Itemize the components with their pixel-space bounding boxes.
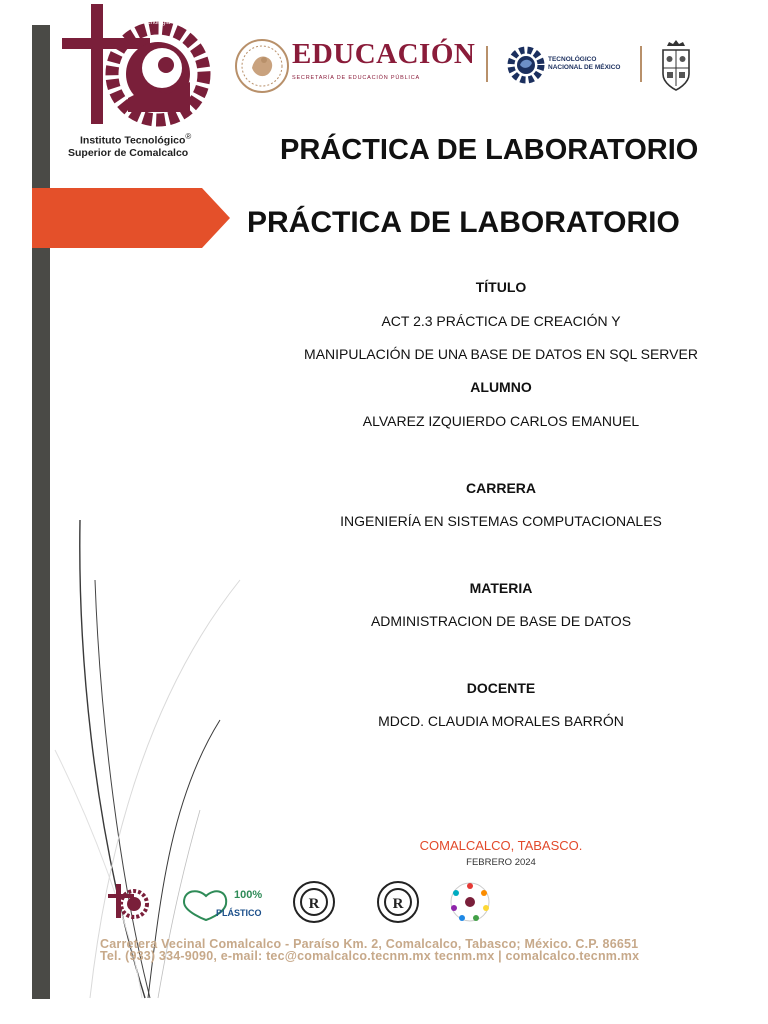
carrera-value: INGENIERÍA EN SISTEMAS COMPUTACIONALES xyxy=(340,513,662,529)
itsc-small-logo-icon xyxy=(104,880,152,924)
svg-text:R: R xyxy=(308,896,320,912)
institution-name-line1: Instituto Tecnológico xyxy=(80,134,186,147)
badge-100-text: 100% xyxy=(234,889,262,901)
mexico-eagle-seal-icon xyxy=(234,38,290,94)
tecnm-gear-logo-icon xyxy=(507,38,545,92)
carrera-label: CARRERA xyxy=(466,480,536,496)
svg-text:R: R xyxy=(392,896,404,912)
colorful-circle-badge-icon xyxy=(446,880,494,924)
decorative-grass-lines xyxy=(50,520,250,1000)
certification-seal-icon xyxy=(290,880,338,924)
docente-value: MDCD. CLAUDIA MORALES BARRÓN xyxy=(378,713,624,729)
badge-plastico-text: PLÁSTICO xyxy=(216,908,262,918)
alumno-label: ALUMNO xyxy=(470,379,532,395)
footer-address xyxy=(100,938,768,962)
institution-name xyxy=(68,131,216,159)
sidebar-bar xyxy=(32,25,50,999)
institution-name-line2: Superior de Comalcalco xyxy=(68,146,189,159)
address-line1: Carretera Vecinal Comalcalco - Paraíso Km. 2, Comalcalco, Tabasco; México. C.P. 86651 xyxy=(100,937,639,951)
orange-arrow-banner xyxy=(32,188,230,248)
section-title: PRÁCTICA DE LABORATORIO xyxy=(247,206,680,239)
footer-date: FEBRERO 2024 xyxy=(466,857,536,868)
tecnm-line1: TECNOLÓGICO xyxy=(548,56,597,63)
docente-label: DOCENTE xyxy=(466,680,536,696)
page-title: PRÁCTICA DE LABORATORIO xyxy=(280,134,699,166)
materia-value: ADMINISTRACION DE BASE DE DATOS xyxy=(370,613,632,629)
materia-label: MATERIA xyxy=(469,580,533,596)
titulo-line1: ACT 2.3 PRÁCTICA DE CREACIÓN Y xyxy=(381,313,621,329)
address-line2: Tel. (933) 334-9090, e-mail: tec@comalcalco.tecnm.mx tecnm.mx | comalcalco.tecnm.mx xyxy=(100,949,640,963)
registered-mark: ® xyxy=(185,132,192,141)
footer-city: COMALCALCO, TABASCO. xyxy=(419,838,583,853)
itsc-institution-logo xyxy=(58,2,214,132)
cero-plastico-badge-icon xyxy=(176,880,262,924)
tecnm-line2: NACIONAL DE MÉXICO xyxy=(548,64,621,71)
tecnm-label xyxy=(548,56,620,72)
educacion-title: EDUCACIÓN xyxy=(292,38,476,70)
logo-ring-text: Ciencia · Tecnología · Progreso xyxy=(116,20,200,26)
titulo-line2: MANIPULACIÓN DE UNA BASE DE DATOS EN SQL SERVER xyxy=(304,346,698,362)
alumno-value: ALVAREZ IZQUIERDO CARLOS EMANUEL xyxy=(362,413,640,429)
sep-subtitle: SECRETARÍA DE EDUCACIÓN PÚBLICA xyxy=(292,75,420,81)
header-divider xyxy=(640,46,642,82)
titulo-label: TÍTULO xyxy=(475,279,527,295)
certification-seal-icon xyxy=(374,880,422,924)
tabasco-coat-of-arms-icon xyxy=(657,38,695,92)
header-divider xyxy=(486,46,488,82)
